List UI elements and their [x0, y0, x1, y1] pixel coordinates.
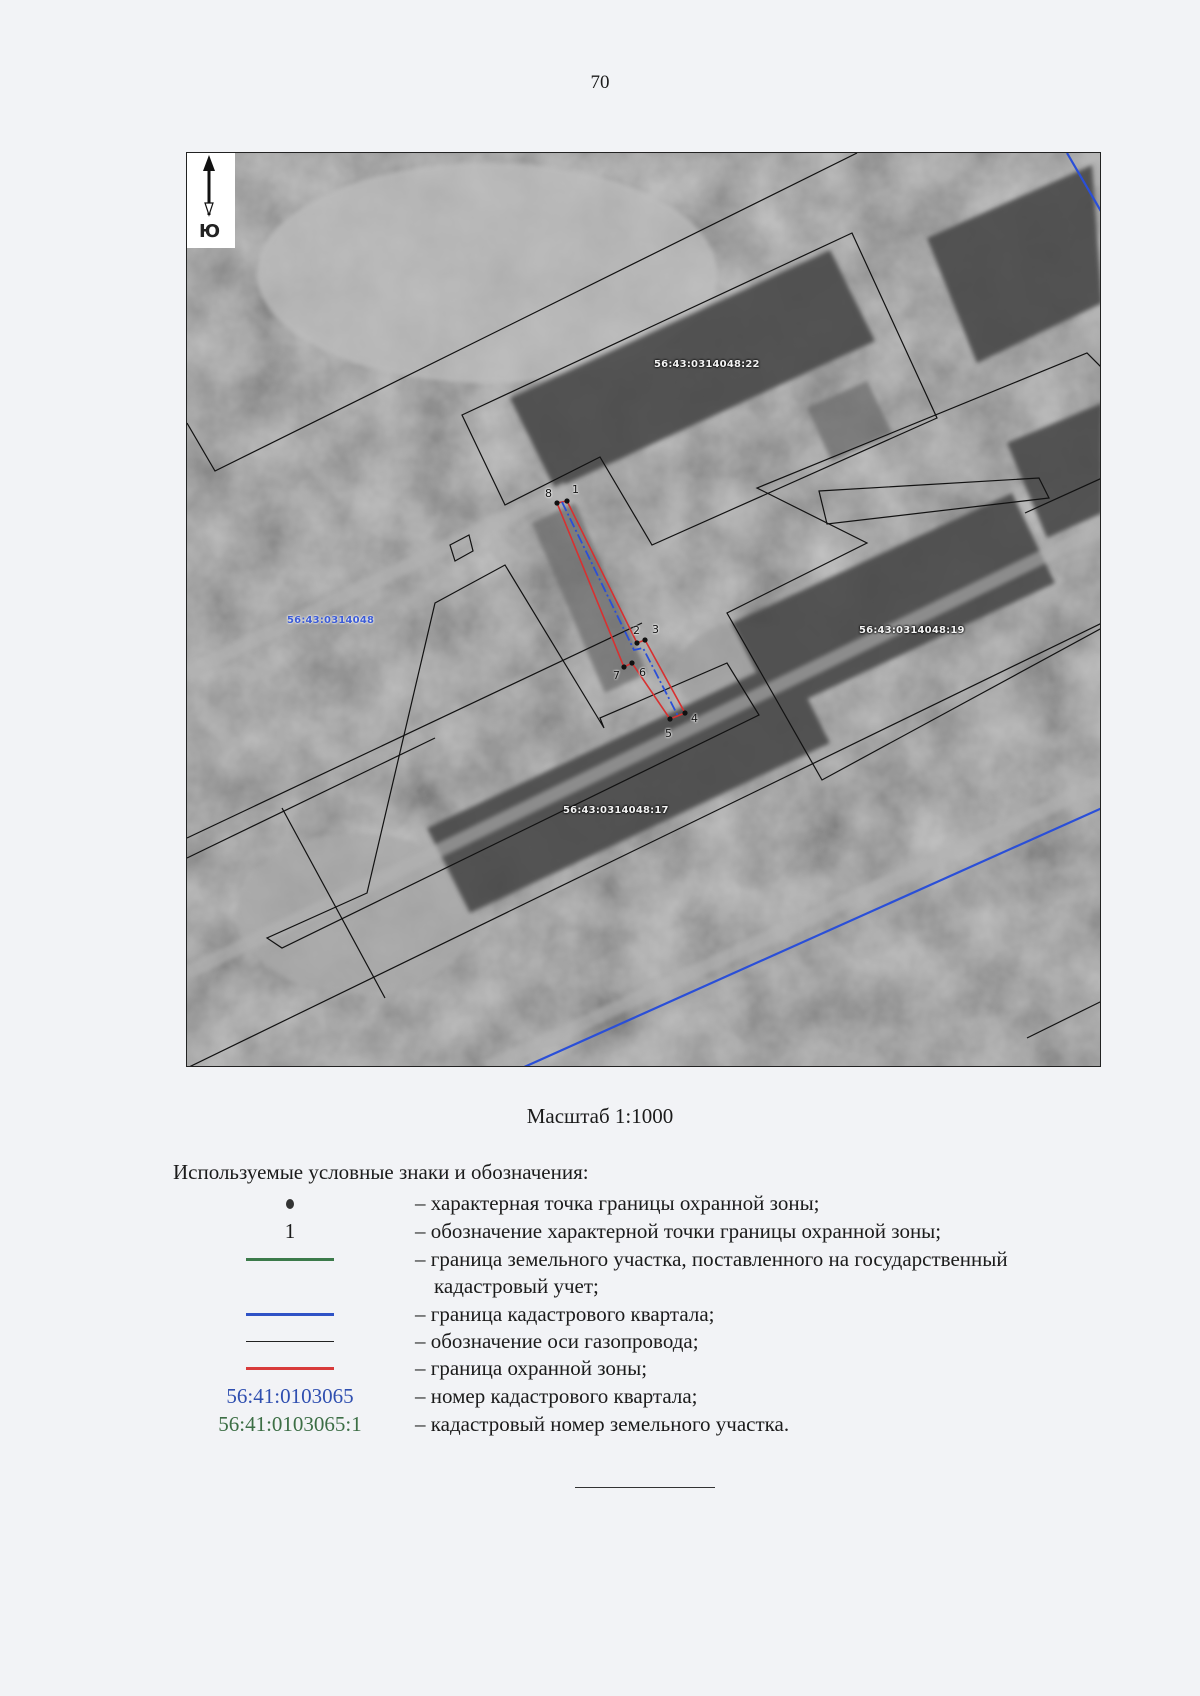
point-label-3: 3 [652, 623, 659, 636]
red-line-icon [246, 1367, 334, 1370]
page-number: 70 [590, 72, 610, 93]
north-arrow [187, 153, 235, 248]
legend-text: – граница земельного участка, поставленного на государственный [415, 1247, 1008, 1271]
legend-item-pipeline-axis [0, 1328, 1200, 1355]
point-label-5: 5 [665, 727, 672, 740]
legend-text: – обозначение оси газопровода; [415, 1329, 699, 1353]
point-label-6: 6 [639, 666, 646, 679]
parcel-label-19: 56:43:0314048:19 [859, 625, 965, 636]
point-label-7: 7 [613, 669, 620, 682]
point-symbol-icon [286, 1199, 294, 1209]
point-8 [554, 500, 559, 505]
point-2 [634, 640, 639, 645]
legend-text: – обозначение характерной точки границы охранной зоны; [415, 1219, 942, 1243]
point-label-2: 2 [633, 624, 640, 637]
black-line-icon [246, 1341, 334, 1342]
map-scale: Масштаб 1:1000 [526, 1104, 674, 1128]
legend-item-quarter-boundary [0, 1301, 1200, 1328]
parcel-label-22: 56:43:0314048:22 [654, 359, 760, 370]
north-label: Ю [199, 221, 221, 242]
point-label-8: 8 [545, 487, 552, 500]
legend-item-parcel-boundary [0, 1246, 1200, 1300]
bottom-rule [575, 1487, 715, 1488]
legend-text-cont: кадастровый учет; [434, 1274, 599, 1298]
point-7 [621, 664, 626, 669]
legend-symbol-text: 1 [284, 1219, 296, 1243]
point-label-4: 4 [691, 712, 698, 725]
legend-item-parcel-number [0, 1411, 1200, 1438]
legend-text: – граница кадастрового квартала; [415, 1302, 715, 1326]
legend-text: – характерная точка границы охранной зоны; [415, 1191, 820, 1215]
point-6 [629, 660, 634, 665]
point-5 [667, 716, 672, 721]
legend-item-protection-zone [0, 1355, 1200, 1382]
legend-symbol-text: 56:41:0103065 [226, 1384, 354, 1408]
quarter-label: 56:43:0314048 [287, 615, 375, 626]
point-1 [564, 498, 569, 503]
legend-title: Используемые условные знаки и обозначения: [173, 1160, 589, 1184]
legend-item-point-label [0, 1218, 1200, 1245]
cadastral-map[interactable] [186, 152, 1101, 1067]
point-3 [642, 637, 647, 642]
legend-item-quarter-number [0, 1383, 1200, 1410]
green-line-icon [246, 1258, 334, 1261]
legend-text: – номер кадастрового квартала; [415, 1384, 698, 1408]
legend-item-point [0, 1190, 1200, 1217]
legend-text: – граница охранной зоны; [415, 1356, 648, 1380]
blue-line-icon [246, 1313, 334, 1316]
north-arrow-icon [187, 153, 235, 223]
legend-text: – кадастровый номер земельного участка. [415, 1412, 790, 1436]
legend-symbol-text: 56:41:0103065:1 [218, 1412, 362, 1436]
aerial-photo [187, 153, 1101, 1067]
parcel-label-17: 56:43:0314048:17 [563, 805, 669, 816]
point-label-1: 1 [572, 483, 579, 496]
point-4 [682, 710, 687, 715]
